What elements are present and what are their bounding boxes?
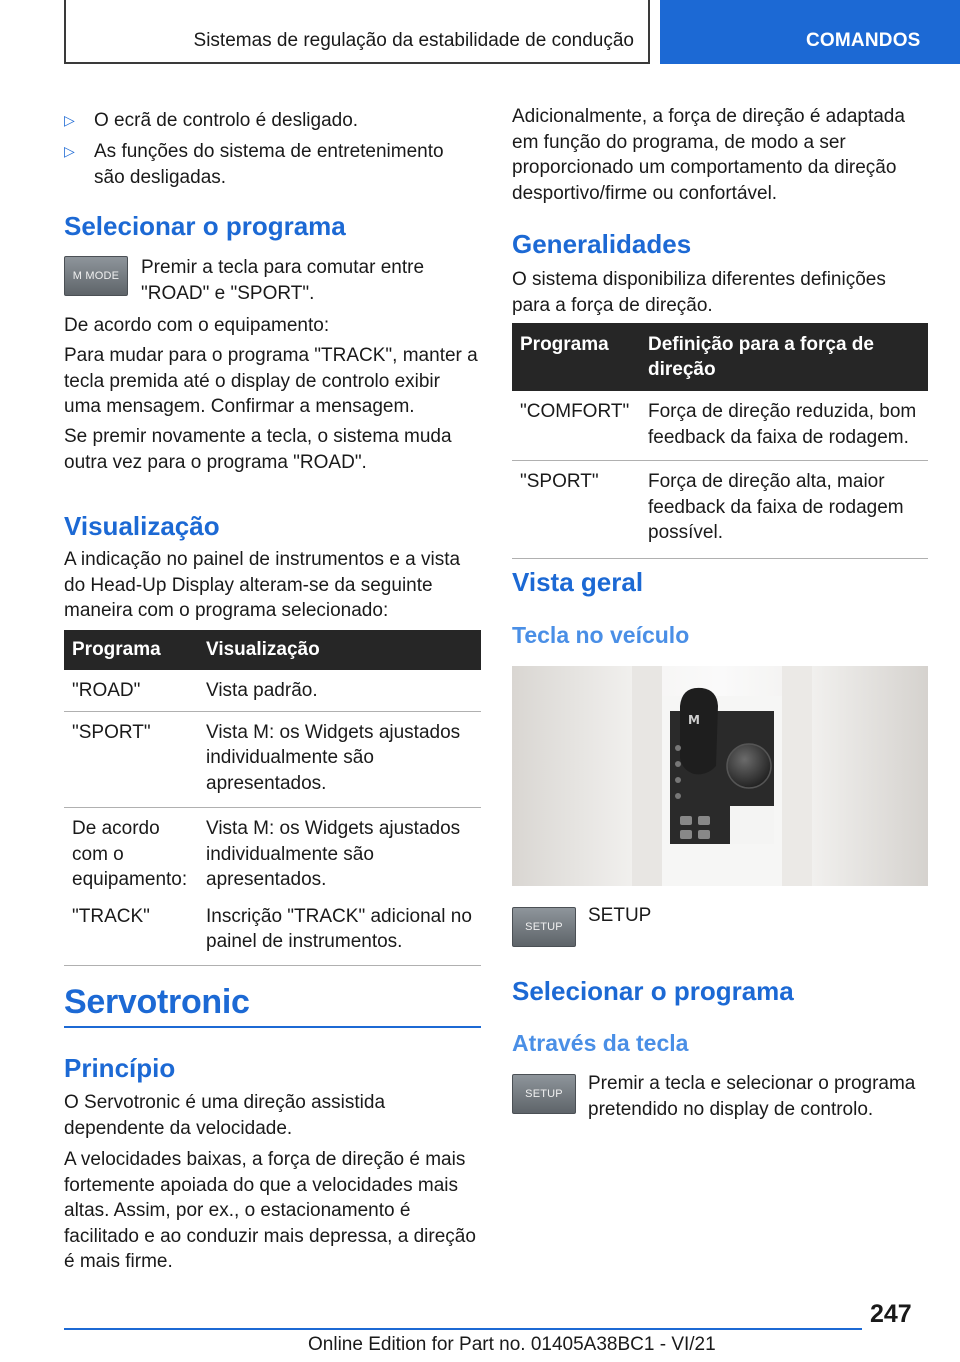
footer-edition: Online Edition for Part no. 01405A38BC1 - VI/21: [308, 1334, 716, 1355]
page-number: 247: [870, 1300, 912, 1328]
divider: [64, 1026, 481, 1028]
paragraph: Se premir novamente a tecla, o sistema muda outra vez para o programa "ROAD".: [64, 426, 452, 473]
table-row: "TRACK" Inscrição "TRACK" adicional no painel de instrumentos.: [64, 900, 481, 966]
table-header: Definição para a força de direção: [640, 323, 928, 391]
paragraph: Adicionalmente, a força de direção é adaptada em função do programa, de modo a ser proporcionado um comportamento da direção desportivo/firme ou confortável.: [512, 106, 905, 204]
header-section-box: [660, 0, 960, 64]
table-row: "COMFORT" Força de direção reduzida, bom feedback da faixa de rodagem.: [512, 391, 928, 461]
heading-general: Generalidades: [512, 229, 692, 259]
chapter-title: Sistemas de regulação da estabilidade de condução: [193, 30, 634, 51]
paragraph: A indicação no painel de instrumentos e a vista do Head-Up Display alteram-se da seguinte maneira com o programa selecionado:: [64, 549, 461, 621]
m-mode-label: M MODE: [72, 270, 120, 282]
setup-button-image: [512, 1074, 576, 1114]
section-title: COMANDOS: [806, 30, 921, 51]
paragraph: SETUP: [588, 905, 652, 926]
table-row: De acordo com o equipamento: Vista M: os Widgets ajustados individualmente são apresentados.: [72, 818, 461, 890]
heading-overview: Vista geral: [512, 567, 644, 597]
paragraph: O Servotronic é uma direção assistida dependente da velocidade.: [64, 1092, 386, 1139]
steering-table: [512, 323, 928, 559]
header-chapter-box: [64, 0, 650, 64]
paragraph: A velocidades baixas, a força de direção é mais fortemente apoiada do que a velocidades mais altas. Assim, por ex., o estacionamento é facilitado e ao conduzir mais depressa, a direção é mais firme.: [64, 1149, 476, 1272]
heading-select-program: Selecionar o programa: [64, 211, 346, 241]
heading-vehicle-button: Tecla no veículo: [512, 622, 690, 648]
heading-servotronic: Servotronic: [64, 983, 250, 1021]
triangle-bullet-icon: ▷: [64, 143, 75, 159]
list-item: ▷ O ecrã de controlo é desligado.: [64, 108, 481, 134]
table-row: "ROAD" Vista padrão.: [64, 670, 481, 711]
setup-button-image: [512, 907, 576, 947]
center-console-photo: [512, 666, 928, 886]
heading-principle: Princípio: [64, 1053, 176, 1083]
table-header: Visualização: [198, 630, 481, 670]
paragraph: Premir a tecla para comutar entre "ROAD" e "SPORT".: [141, 257, 425, 304]
paragraph: De acordo com o equipamento:: [64, 315, 330, 336]
paragraph: Premir a tecla e selecionar o programa pretendido no display de controlo.: [588, 1073, 916, 1120]
table-row: "SPORT" Força de direção alta, maior feedback da faixa de rodagem possível.: [512, 461, 928, 559]
center-console-illustration: [512, 666, 928, 886]
footer-divider: [64, 1328, 862, 1330]
table-header: Programa: [512, 323, 640, 391]
triangle-bullet-icon: ▷: [64, 112, 75, 128]
heading-display: Visualização: [64, 511, 220, 541]
paragraph: Para mudar para o programa "TRACK", manter a tecla premida até o display de controlo exibir uma mensagem. Confirmar a mensagem.: [64, 345, 478, 417]
table-header: Programa: [64, 630, 198, 670]
svg-text:M: M: [688, 713, 700, 727]
paragraph: O sistema disponibiliza diferentes definições para a força de direção.: [512, 269, 886, 316]
m-mode-button-image: [64, 256, 128, 296]
display-table: [64, 630, 481, 966]
heading-via-button: Através da tecla: [512, 1030, 689, 1056]
setup-label: SETUP: [525, 1088, 563, 1100]
setup-label: SETUP: [525, 921, 563, 933]
list-item: ▷ As funções do sistema de entretenimento são desligadas.: [64, 141, 444, 188]
heading-select-program-right: Selecionar o programa: [512, 976, 794, 1006]
table-row: "SPORT" Vista M: os Widgets ajustados individualmente são apresentados.: [64, 711, 481, 808]
